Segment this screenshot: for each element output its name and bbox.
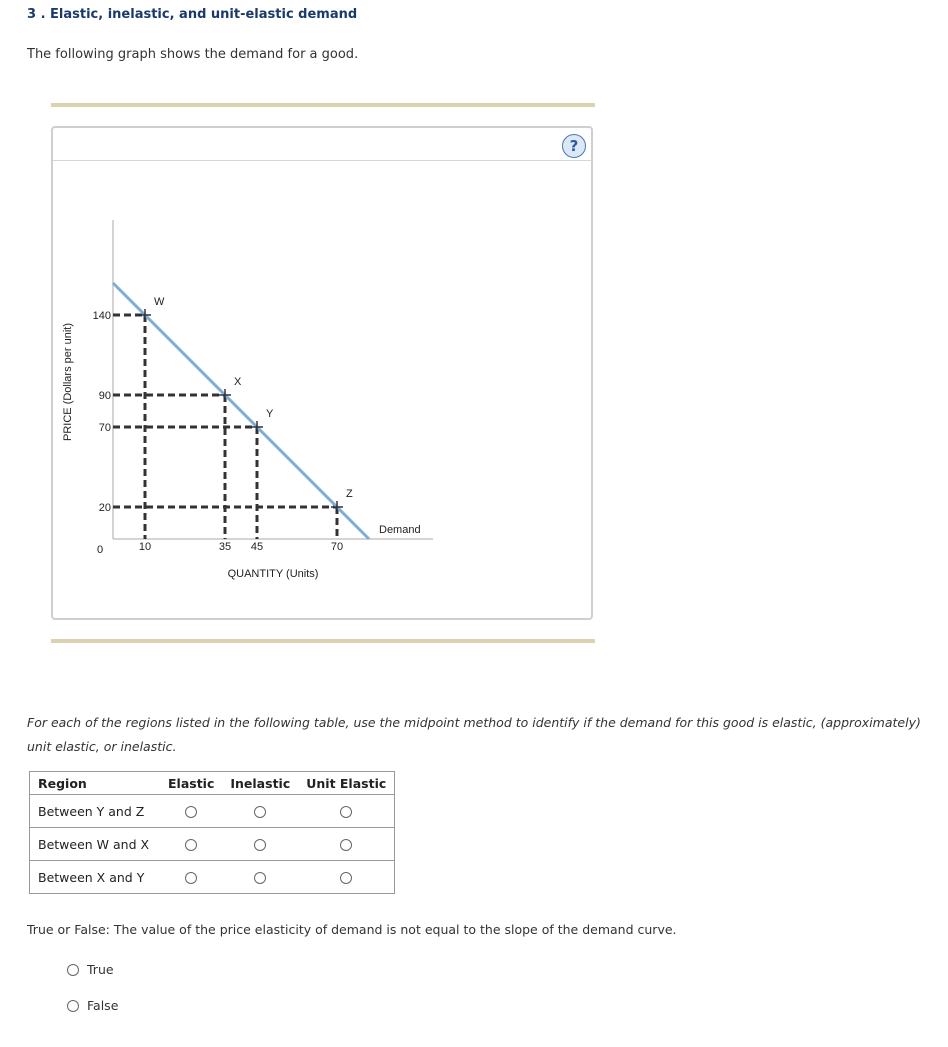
table-row: [30, 828, 395, 861]
elasticity-table: [29, 771, 395, 894]
chart-axes: [113, 220, 433, 539]
true-option[interactable]: [67, 962, 114, 977]
unit-elastic-radio[interactable]: [340, 806, 352, 818]
unit-elastic-radio[interactable]: [340, 839, 352, 851]
region-name: Between Y and Z: [38, 803, 145, 819]
point-label: Z: [346, 488, 353, 500]
guide-lines: [113, 315, 337, 539]
region-name: Between X and Y: [38, 869, 145, 885]
intro-text: The following graph shows the demand for a good.: [27, 47, 359, 62]
header-elastic: Elastic: [168, 775, 215, 791]
true-radio[interactable]: [67, 964, 79, 976]
instructions-text: For each of the regions listed in the following table, use the midpoint method to identify if the demand for this good is elastic, (approximately) unit elastic, or inelastic.: [27, 715, 921, 754]
elastic-radio[interactable]: [185, 806, 197, 818]
point-label: W: [154, 296, 165, 308]
table-header-row: [30, 772, 395, 795]
region-name: Between W and X: [38, 836, 150, 852]
x-tick-label: 10: [138, 541, 152, 553]
false-radio[interactable]: [67, 1000, 79, 1012]
elastic-radio[interactable]: [185, 839, 197, 851]
x-tick-label: 70: [330, 541, 344, 553]
help-icon[interactable]: ?: [562, 134, 586, 158]
y-axis-label: PRICE (Dollars per unit): [62, 323, 74, 441]
inelastic-radio[interactable]: [254, 806, 266, 818]
false-option[interactable]: [67, 998, 118, 1013]
y-tick-label: 70: [98, 422, 111, 434]
demand-series-label: Demand: [379, 524, 421, 536]
inelastic-radio[interactable]: [254, 839, 266, 851]
bottom-divider: [51, 639, 595, 643]
point-label: X: [234, 376, 242, 388]
y-tick-label: 20: [98, 502, 111, 514]
demand-curve: [113, 283, 369, 539]
origin-label: 0: [96, 544, 104, 556]
x-tick-label: 45: [250, 541, 264, 553]
y-tick-label: 140: [92, 310, 111, 322]
y-tick-label: 90: [98, 390, 111, 402]
false-label: False: [87, 998, 119, 1013]
header-unit-elastic: Unit Elastic: [306, 775, 387, 791]
point-label: Y: [266, 408, 274, 420]
header-region: Region: [30, 772, 161, 795]
unit-elastic-radio[interactable]: [340, 872, 352, 884]
question-title: 3 . Elastic, inelastic, and unit-elastic demand: [27, 7, 358, 22]
true-false-question: True or False: The value of the price elasticity of demand is not equal to the slope of the demand curve.: [27, 922, 677, 937]
elastic-radio[interactable]: [185, 872, 197, 884]
header-inelastic: Inelastic: [230, 775, 291, 791]
x-tick-label: 35: [218, 541, 232, 553]
inelastic-radio[interactable]: [254, 872, 266, 884]
table-row: [30, 861, 395, 894]
x-axis-label: QUANTITY (Units): [227, 568, 319, 580]
table-row: [30, 795, 395, 828]
true-label: True: [87, 962, 114, 977]
